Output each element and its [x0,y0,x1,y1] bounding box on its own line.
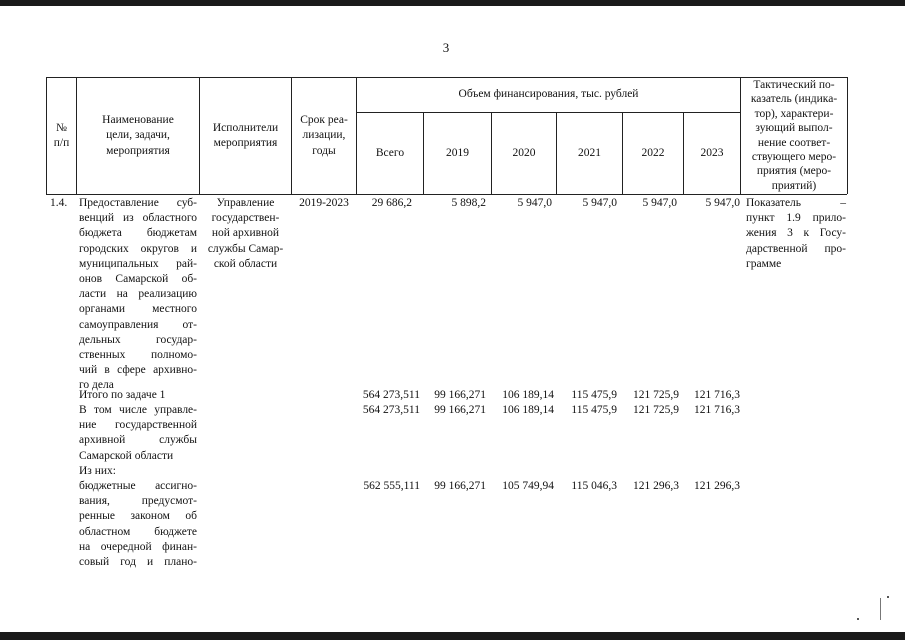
row-1-4-2023: 5 947,0 [705,197,740,209]
row-incl-2023: 121 716,3 [694,404,740,416]
header-year-2022: 2022 [641,146,665,159]
row-total-2020: 106 189,14 [502,389,554,401]
row-1-4-name: Предоставление суб- венций из областного бюджета бюджетам городских округов и муниципальных рай- онов Самарской об- ласти на реализацию органами местного самоуправления от- дельных государ- ственных полномо- чий в сфере архивно- го дела [79,197,197,392]
page-number: 3 [442,40,450,55]
scan-mark [880,598,881,620]
row-budget-label: бюджетные ассигно- вания, предусмот- ренные законом об областном бюджете на очередной финан- совый год и плано- [79,480,197,569]
row-total-label: Итого по задаче 1 [79,389,166,401]
header-term: Срок реа- лизации, годы [300,114,348,157]
row-1-4-2019: 5 898,2 [451,197,486,209]
row-1-4-2020: 5 947,0 [517,197,552,209]
bottom-scan-border [0,632,905,640]
header-executors: Исполнители мероприятия [212,121,279,149]
header-year-2021: 2021 [578,146,601,159]
header-indicator: Тактический по- казатель (индика- тор), характери- зующий выпол- нение соответ- ствующего меро- приятия (меро- приятий) [750,79,838,192]
scan-dot [857,618,859,620]
header-funding: Объем финансирования, тыс. рублей [458,88,639,101]
row-budget-total: 562 555,111 [363,480,420,492]
row-1-4-2021: 5 947,0 [582,197,617,209]
row-total-2023: 121 716,3 [694,389,740,401]
row-budget-2023: 121 296,3 [694,480,740,492]
row-1-4-term: 2019-2023 [299,197,349,209]
header-year-2020: 2020 [512,146,536,159]
header-total: Всего [375,146,405,159]
row-budget-2019: 99 166,271 [434,480,486,492]
row-incl-2022: 121 725,9 [633,404,679,416]
header-year-2019: 2019 [446,146,469,159]
row-budget-2020: 105 749,94 [502,480,554,492]
row-incl-2020: 106 189,14 [502,404,554,416]
row-budget-2022: 121 296,3 [633,480,679,492]
header-year-2023: 2023 [700,146,724,159]
row-1-4-num: 1.4. [50,197,68,209]
row-total-2019: 99 166,271 [434,389,486,401]
row-incl-2021: 115 475,9 [571,404,617,416]
row-incl-label: В том числе управле- ние государственной архивной службы Самарской области [79,404,197,462]
row-of-which-label: Из них: [79,465,116,477]
header-name: Наименование цели, задачи, мероприятия [102,114,174,157]
row-budget-2021: 115 046,3 [571,480,617,492]
row-total-total: 564 273,511 [362,389,420,401]
row-1-4-total: 29 686,2 [371,197,412,209]
row-total-2022: 121 725,9 [633,389,679,401]
row-1-4-indicator: Показатель – пункт 1.9 прило- жения 3 к Госу- дарственной про- грамме [746,197,846,270]
scan-dot [887,596,889,598]
row-incl-2019: 99 166,271 [434,404,486,416]
top-scan-border [0,0,905,6]
row-incl-total: 564 273,511 [362,404,420,416]
header-num: № п/п [53,121,70,149]
row-total-2021: 115 475,9 [571,389,617,401]
row-1-4-executor: Управление государствен- ной архивной службы Самар- ской области [207,197,284,270]
row-1-4-2022: 5 947,0 [642,197,677,209]
